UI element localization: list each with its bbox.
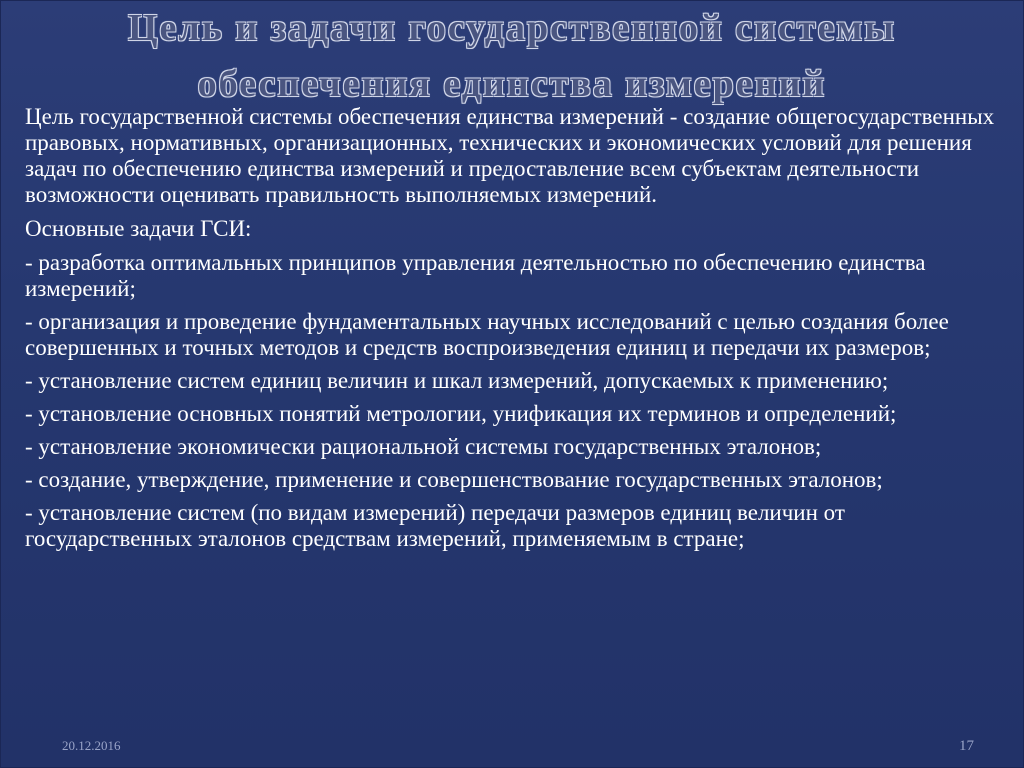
slide-body <box>25 104 1010 559</box>
slide-title-line-1: Цель и задачи государственной системы <box>128 7 896 49</box>
task-item-2: - организация и проведение фундаментальных научных исследований с целью создания более совершенных и точных методов и средств воспроизведения единиц и передачи их размеров; <box>25 309 949 360</box>
task-item-6: - создание, утверждение, применение и совершенствование государственных эталонов; <box>25 467 883 492</box>
goal-paragraph: Цель государственной системы обеспечения единства измерений - создание общегосударственных правовых, нормативных, организационных, технических и экономических условий для решения задач по обеспечению единства измерений и предоставление всем субъектам деятельности возможности оценивать правильность выполняемых измерений. <box>25 104 995 207</box>
task-item-1: - разработка оптимальных принципов управления деятельностью по обеспечению единства измерений; <box>25 250 926 301</box>
page-number: 17 <box>959 738 974 754</box>
task-item-5: - установление экономически рациональной системы государственных эталонов; <box>25 434 822 459</box>
task-item-3: - установление систем единиц величин и шкал измерений, допускаемых к применению; <box>25 368 889 393</box>
task-item-4: - установление основных понятий метрологии, унификация их терминов и определений; <box>25 401 897 426</box>
slide-title-line-2: обеспечения единства измерений <box>197 63 827 105</box>
tasks-heading: Основные задачи ГСИ: <box>25 216 252 241</box>
slide-title <box>0 0 1024 112</box>
task-item-7: - установление систем (по видам измерений) передачи размеров единиц величин от государственных эталонов средствам измерений, применяемым в стране; <box>25 500 845 551</box>
footer-date: 20.12.2016 <box>62 738 121 753</box>
